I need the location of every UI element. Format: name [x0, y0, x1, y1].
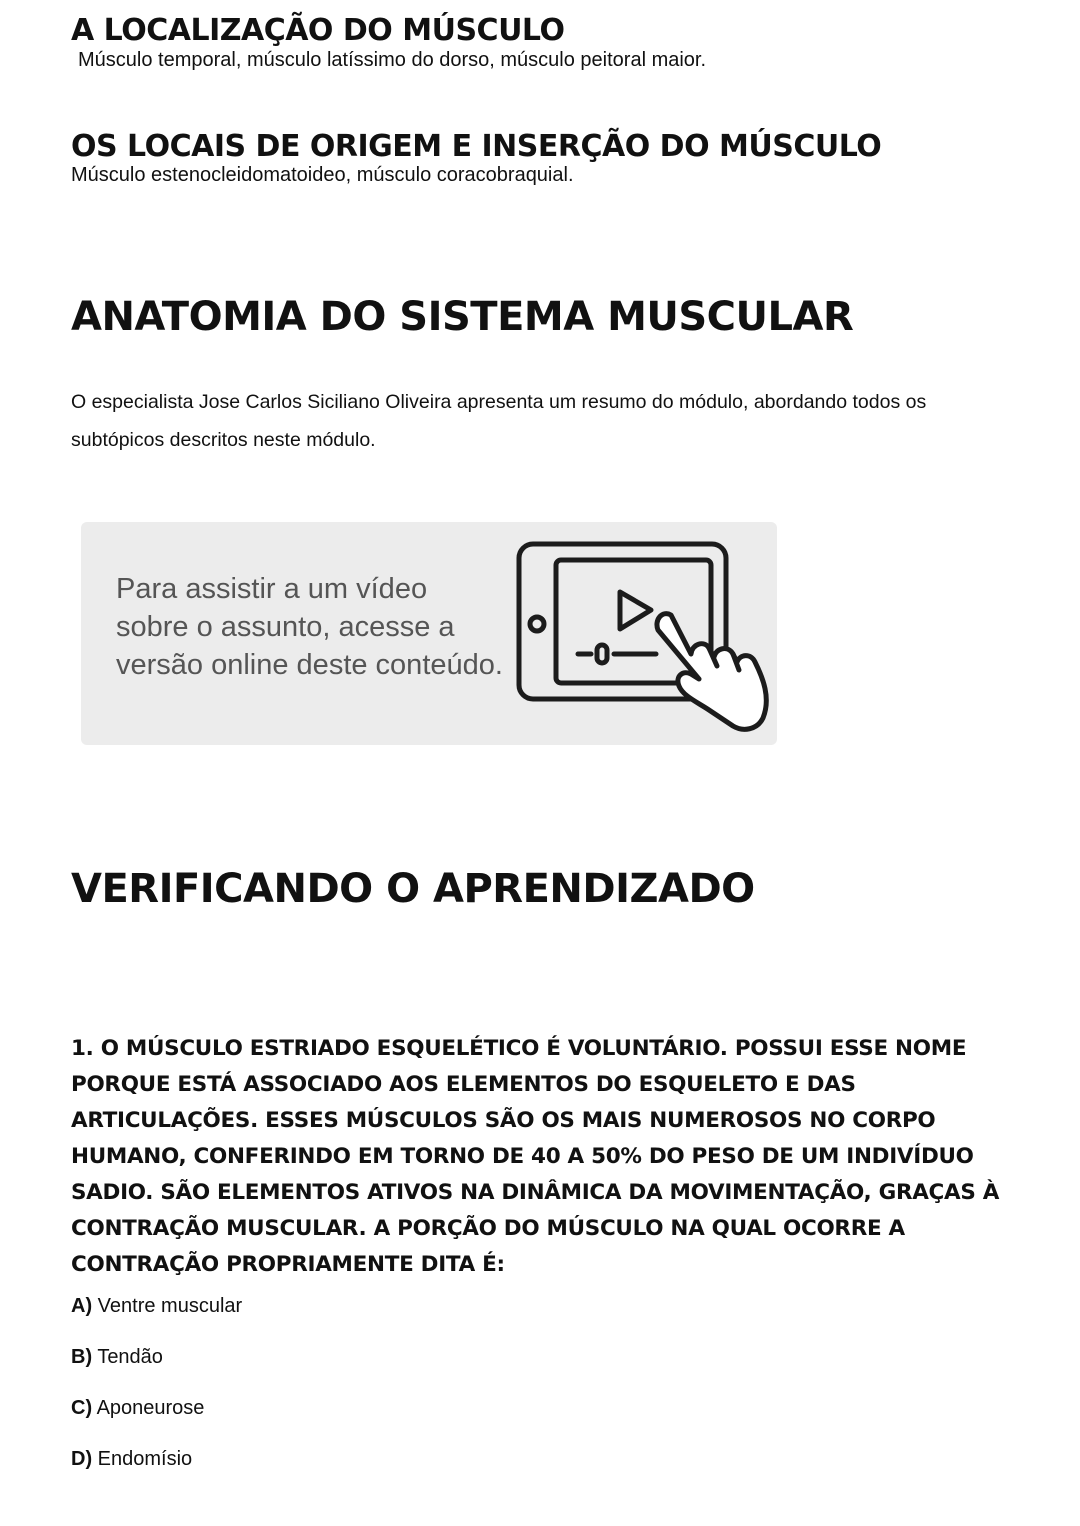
- section-title-anatomia: ANATOMIA DO SISTEMA MUSCULAR: [71, 294, 854, 340]
- tablet-play-touch-icon: [511, 536, 771, 736]
- section-title-localizacao: A LOCALIZAÇÃO DO MÚSCULO: [71, 13, 565, 48]
- option-text: Endomísio: [97, 1448, 193, 1470]
- section-title-origem-insercao: OS LOCAIS DE ORIGEM E INSERÇÃO DO MÚSCULO: [71, 129, 882, 164]
- section-paragraph-anatomia: O especialista Jose Carlos Siciliano Oliveira apresenta um resumo do módulo, abordando todos os subtópicos descritos neste módulo.: [71, 391, 927, 451]
- video-text-line: sobre o assunto, acesse a: [116, 611, 455, 643]
- option-letter: C): [71, 1397, 93, 1419]
- section-title-verificando: VERIFICANDO O APRENDIZADO: [71, 866, 755, 912]
- section-text-origem-insercao: Músculo estenocleidomatoideo, músculo coracobraquial.: [71, 164, 574, 186]
- answer-option-d[interactable]: [71, 1449, 192, 1469]
- answer-option-a[interactable]: [71, 1296, 242, 1316]
- video-text-line: Para assistir a um vídeo: [116, 573, 428, 605]
- option-text: Ventre muscular: [97, 1295, 243, 1317]
- video-placeholder-text: [116, 570, 516, 684]
- video-placeholder-card[interactable]: [81, 522, 777, 745]
- section-text-localizacao: Músculo temporal, músculo latíssimo do dorso, músculo peitoral maior.: [78, 49, 707, 71]
- answer-option-c[interactable]: [71, 1398, 204, 1418]
- option-text: Aponeurose: [96, 1397, 205, 1419]
- option-letter: A): [71, 1295, 93, 1317]
- option-letter: B): [71, 1346, 93, 1368]
- option-text: Tendão: [97, 1346, 163, 1368]
- video-text-line: versão online deste conteúdo.: [116, 649, 503, 681]
- question-text: 1. O MÚSCULO ESTRIADO ESQUELÉTICO É VOLUNTÁRIO. POSSUI ESSE NOME PORQUE ESTÁ ASSOCIADO AOS ELEMENTOS DO ESQUELETO E DAS ARTICULAÇÕES. ESSES MÚSCULOS SÃO OS MAIS NUMEROSOS NO CORPO HUMANO, CONFERINDO EM TORNO DE 40 A 50% DO PESO DE UM INDIVÍDUO SADIO. SÃO ELEMENTOS ATIVOS NA DINÂMICA DA MOVIMENTAÇÃO, GRAÇAS À CONTRAÇÃO MUSCULAR. A PORÇÃO DO MÚSCULO NA QUAL OCORRE A CONTRAÇÃO PROPRIAMENTE DITA É:: [71, 1036, 1000, 1277]
- option-letter: D): [71, 1448, 93, 1470]
- answer-option-b[interactable]: [71, 1347, 163, 1367]
